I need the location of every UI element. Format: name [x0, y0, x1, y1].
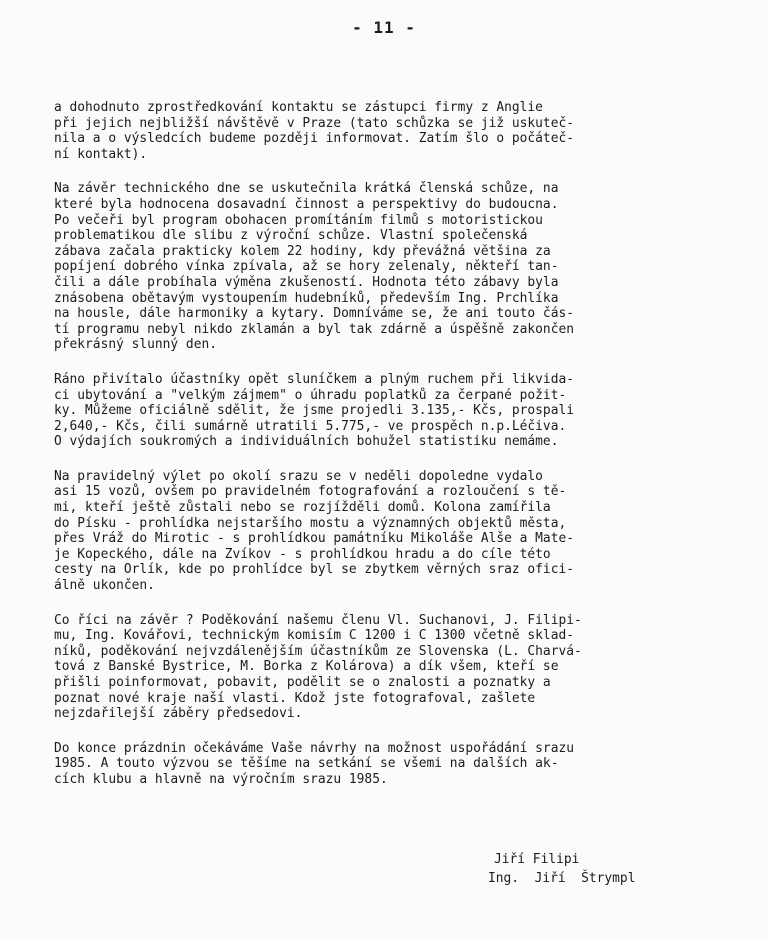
text-line: ní kontakt). [54, 146, 148, 162]
text-line: tí programu nebyl nikdo zklamán a byl tak zdárně a úspěšně zakončen [54, 321, 574, 337]
text-line: álně ukončen. [54, 578, 155, 594]
document-body [54, 100, 694, 807]
text-line: 1985. A touto výzvou se těšíme na setkání se všemi na dalších ak- [54, 756, 559, 772]
text-line: poznat nové kraje naší vlasti. Kdož jste fotografoval, zašlete [54, 690, 536, 706]
text-line: níků, poděkování nejvzdálenějším účastníkům ze Slovenska (L. Charvá- [54, 643, 582, 659]
text-line: asi 15 vozů, ovšem po pravidelném fotografování a rozloučení s tě- [54, 484, 567, 500]
text-line: tová z Banské Bystrice, M. Borka z Kolárova) a dík všem, kteří se [54, 659, 559, 675]
text-line: čili a dále probíhala výměna zkušeností. Hodnota této zábavy byla [54, 274, 559, 290]
text-line: ci ubytování a "velkým zájmem" o úhradu poplatků za čerpané požit- [54, 387, 567, 403]
signature-name: Jiří Filipi [494, 852, 580, 867]
text-line: při jejich nejbližší návštěvě v Praze (tato schůzka se již uskuteč- [54, 115, 574, 131]
text-line: které byla hodnocena dosavadní činnost a perspektivy do budoucna. [54, 196, 559, 212]
signature-name: Ing. Jiří Štrympl [488, 871, 636, 886]
text-line: nila a o výsledcích budeme později informovat. Zatím šlo o počáteč- [54, 131, 574, 147]
paragraph-thanks [54, 613, 694, 722]
text-line: znásobena obětavým vystoupením hudebníků, především Ing. Prchlíka [54, 290, 559, 306]
text-line: zábava začala prakticky kolem 22 hodiny, kdy převážná většina za [54, 243, 551, 259]
text-line: cesty na Orlík, kde po prohlídce byl se zbytkem věrných sraz ofici- [54, 562, 574, 578]
text-line: a dohodnuto zprostředkování kontaktu se zástupci firmy z Anglie [54, 100, 543, 115]
paragraph-closing [54, 741, 694, 788]
paragraph-trip [54, 469, 694, 594]
text-line: Ráno přivítalo účastníky opět sluníčkem a plným ruchem při likvida- [54, 371, 574, 387]
text-line: O výdajích soukromých a individuálních bohužel statistiku nemáme. [54, 434, 559, 450]
text-line: Na závěr technického dne se uskutečnila krátká členská schůze, na [54, 181, 559, 197]
text-line: do Písku - prohlídka nejstaršího mostu a významných objektů města, [54, 515, 567, 531]
text-line: nejzdařilejší záběry předsedovi. [54, 706, 303, 722]
page-number: - 11 - [352, 18, 416, 37]
text-line: přes Vráž do Mirotic - s prohlídkou památníku Mikoláše Alše a Mate- [54, 531, 574, 547]
text-line: překrásný slunný den. [54, 337, 217, 353]
text-line: Do konce prázdnin očekáváme Vaše návrhy na možnost uspořádání srazu [54, 740, 574, 756]
text-line: přišli poinformovat, pobavit, podělit se o znalosti a poznatky a [54, 675, 551, 690]
text-line: 2,640,- Kčs, čili sumárně utratili 5.775,- ve prospěch n.p.Léčiva. [54, 418, 567, 434]
text-line: mu, Ing. Kovářovi, technickým komisím C 1200 i C 1300 včetně sklad- [54, 628, 574, 644]
paragraph-technical-day [54, 181, 694, 353]
text-line: problematikou dle slibu z výroční schůze. Vlastní společenská [54, 228, 528, 244]
text-line: Co říci na závěr ? Poděkování našemu členu Vl. Suchanovi, J. Filipi- [54, 612, 582, 628]
text-line: cích klubu a hlavně na výročním srazu 1985. [54, 771, 388, 787]
paragraph-contact [54, 100, 694, 162]
text-line: popíjení dobrého vínka zpívala, až se hory zelenaly, někteří tan- [54, 259, 559, 275]
text-line: je Kopeckého, dále na Zvíkov - s prohlídkou hradu a do cíle této [54, 546, 551, 562]
text-line: Po večeři byl program obohacen promítáním filmů s motoristickou [54, 212, 543, 228]
paragraph-morning [54, 372, 694, 450]
text-line: Na pravidelný výlet po okolí srazu se v neděli dopoledne vydalo [54, 468, 543, 484]
signature-block [488, 850, 635, 888]
text-line: ky. Můžeme oficiálně sdělit, že jsme projedli 3.135,- Kčs, prospali [54, 403, 574, 419]
text-line: mi, kteří ještě zůstali nebo se rozjížděli domů. Kolona zamířila [54, 500, 551, 516]
text-line: na housle, dále harmoniky a kytary. Domníváme se, že ani touto čás- [54, 306, 574, 322]
